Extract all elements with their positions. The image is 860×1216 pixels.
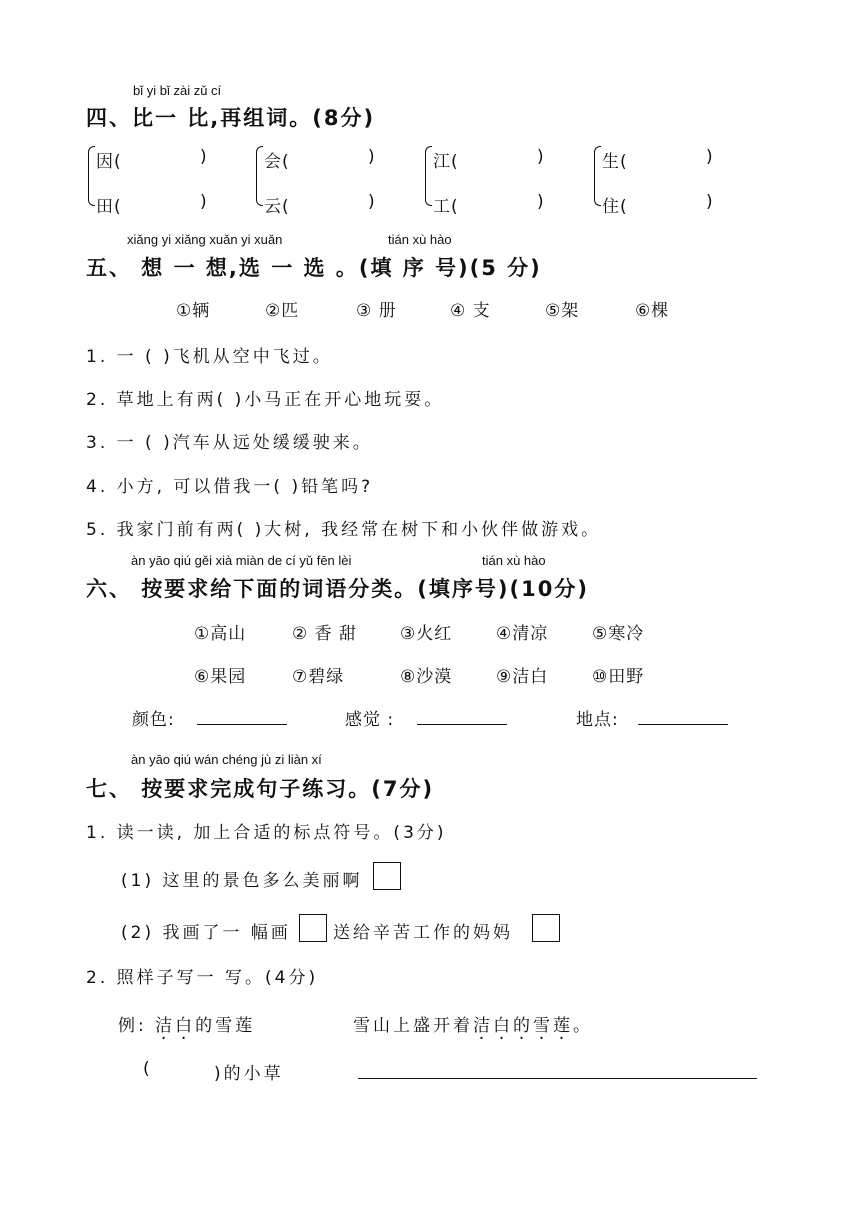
question-4: 4. 小方, 可以借我一( )铅笔吗? bbox=[86, 477, 374, 497]
section4-title: 四、比一 比,再组词。(8分) bbox=[86, 106, 376, 130]
section4-pinyin: bǐ yi bǐ zài zǔ cí bbox=[133, 83, 222, 98]
answer-line[interactable] bbox=[358, 1078, 757, 1079]
word-top: 会( bbox=[264, 152, 290, 172]
paren-close: ) bbox=[537, 192, 545, 212]
option: ④ 支 bbox=[450, 301, 491, 321]
question-2-title: 2. 照样子写一 写。(4分) bbox=[86, 968, 319, 988]
word-top: 江( bbox=[433, 152, 459, 172]
category-place-label: 地点: bbox=[576, 710, 619, 730]
emphasis-char: 莲 bbox=[553, 1016, 573, 1036]
paren-close: ) bbox=[368, 147, 376, 167]
word-option: ④清凉 bbox=[496, 624, 549, 644]
sentence-2-part-2: 送给辛苦工作的妈妈 bbox=[333, 923, 513, 943]
word-option: ⑦碧绿 bbox=[292, 667, 345, 687]
question-3: 3. 一 ( )汽车从远处缓缓驶来。 bbox=[86, 433, 373, 453]
example-sentence bbox=[353, 1011, 593, 1036]
section7-title: 七、 按要求完成句子练习。(7分) bbox=[86, 777, 435, 801]
example-sentence-end: 。 bbox=[573, 1016, 593, 1036]
sentence-2-part-1: (2) 我画了一 幅画 bbox=[121, 923, 291, 943]
word-option: ⑨洁白 bbox=[496, 667, 549, 687]
section7-pinyin: àn yāo qiú wán chéng jù zi liàn xí bbox=[131, 752, 322, 767]
paren-close: ) bbox=[200, 147, 208, 167]
paren-close: ) bbox=[368, 192, 376, 212]
section5-pinyin-2: tián xù hào bbox=[388, 232, 452, 247]
emphasis-char: 白 bbox=[493, 1016, 513, 1036]
category-color-label: 颜色: bbox=[132, 710, 175, 730]
option: ⑥棵 bbox=[635, 301, 670, 321]
example-sentence-start: 雪山上盛开着 bbox=[353, 1016, 473, 1036]
emphasis-char: 雪 bbox=[533, 1016, 553, 1036]
emphasis-char: 的 bbox=[513, 1016, 533, 1036]
emphasis-char: 白 bbox=[175, 1016, 196, 1036]
word-bottom: 云( bbox=[264, 197, 290, 217]
paren-close: ) bbox=[706, 192, 714, 212]
question-1-title: 1. 读一读, 加上合适的标点符号。(3分) bbox=[86, 823, 447, 843]
option: ①辆 bbox=[176, 301, 211, 321]
brace bbox=[88, 146, 95, 206]
option: ⑤架 bbox=[545, 301, 580, 321]
paren-close: ) bbox=[706, 147, 714, 167]
sentence-1: (1) 这里的景色多么美丽啊 bbox=[121, 871, 363, 891]
question-2: 2. 草地上有两( )小马正在开心地玩耍。 bbox=[86, 390, 445, 410]
word-bottom: 工( bbox=[433, 197, 459, 217]
option: ②匹 bbox=[265, 301, 300, 321]
word-option: ①高山 bbox=[194, 624, 247, 644]
example-label: 例: bbox=[118, 1016, 156, 1036]
paren-close: ) bbox=[200, 192, 208, 212]
word-option: ② 香 甜 bbox=[292, 624, 358, 644]
brace bbox=[594, 146, 601, 206]
paren-close: ) bbox=[537, 147, 545, 167]
punctuation-box-1[interactable] bbox=[373, 862, 401, 890]
word-option: ⑩田野 bbox=[592, 667, 645, 687]
section5-title: 五、 想 一 想,选 一 选 。(填 序 号)(5 分) bbox=[86, 256, 542, 280]
section6-pinyin-2: tián xù hào bbox=[482, 553, 546, 568]
question-5: 5. 我家门前有两( )大树, 我经常在树下和小伙伴做游戏。 bbox=[86, 520, 602, 540]
word-option: ⑤寒冷 bbox=[592, 624, 645, 644]
option: ③ 册 bbox=[356, 301, 397, 321]
category-color-blank[interactable] bbox=[197, 724, 287, 725]
word-bottom: 田( bbox=[96, 197, 122, 217]
section6-title: 六、 按要求给下面的词语分类。(填序号)(10分) bbox=[86, 577, 589, 601]
task-phrase: )的小草 bbox=[214, 1064, 284, 1084]
word-option: ③火红 bbox=[400, 624, 453, 644]
category-place-blank[interactable] bbox=[638, 724, 728, 725]
section6-pinyin: àn yāo qiú gěi xià miàn de cí yǔ fēn lèi bbox=[131, 553, 352, 568]
brace bbox=[425, 146, 432, 206]
section5-pinyin: xiǎng yi xiǎng xuǎn yi xuǎn bbox=[127, 232, 283, 247]
word-top: 因( bbox=[96, 152, 122, 172]
word-bottom: 住( bbox=[602, 197, 628, 217]
category-feeling-label: 感觉 : bbox=[345, 710, 395, 730]
word-top: 生( bbox=[602, 152, 628, 172]
punctuation-box-2[interactable] bbox=[299, 914, 327, 942]
emphasis-char: 洁 bbox=[473, 1016, 493, 1036]
task-open-paren: ( bbox=[143, 1059, 153, 1079]
example bbox=[118, 1011, 255, 1036]
question-1: 1. 一 ( )飞机从空中飞过。 bbox=[86, 347, 333, 367]
word-option: ⑥果园 bbox=[194, 667, 247, 687]
brace bbox=[256, 146, 263, 206]
example-rest: 的雪莲 bbox=[195, 1016, 256, 1036]
punctuation-box-3[interactable] bbox=[532, 914, 560, 942]
emphasis-char: 洁 bbox=[155, 1016, 176, 1036]
word-option: ⑧沙漠 bbox=[400, 667, 453, 687]
category-feeling-blank[interactable] bbox=[417, 724, 507, 725]
